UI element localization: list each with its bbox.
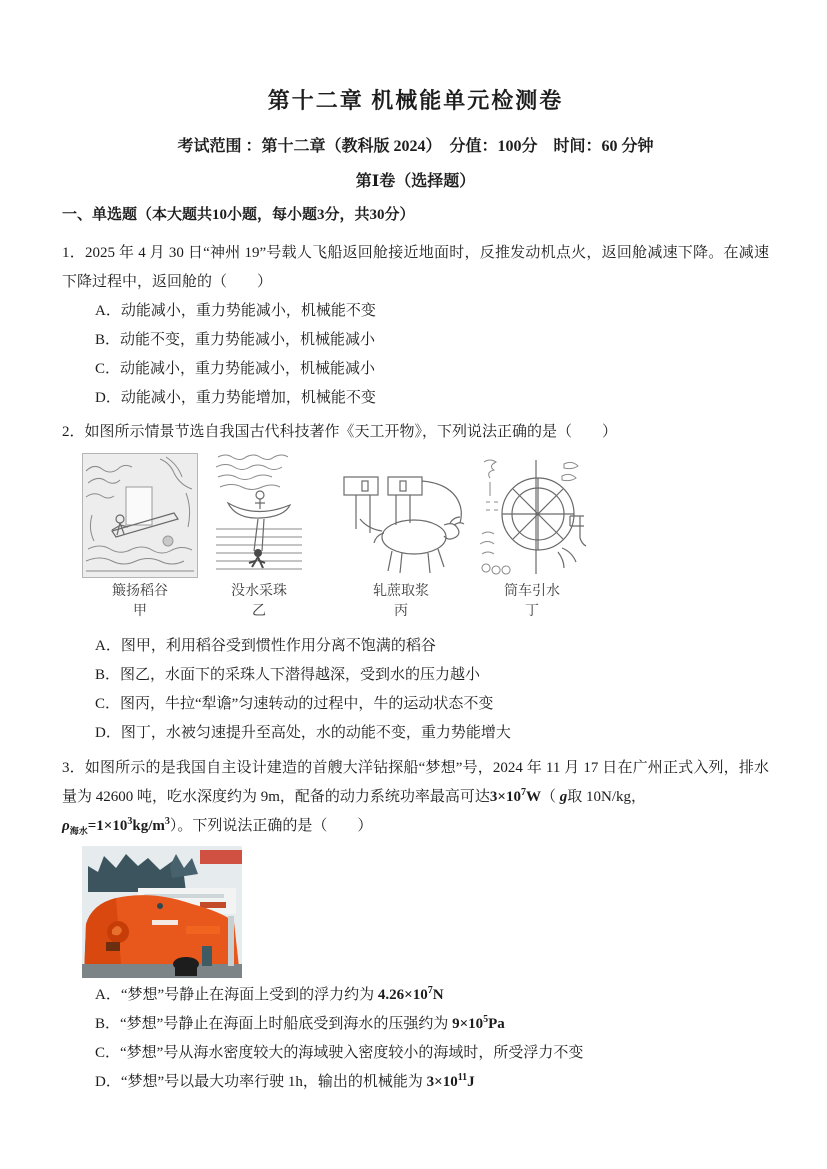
question-1: [62, 239, 769, 413]
exam-scope-line: 考试范围 ：第十二章（教科版 2024） 分值：100分 时间：60 分钟: [177, 138, 654, 155]
option-b: B．图乙，水面下的采珠人下潜得越深，受到水的压力越小: [95, 667, 481, 683]
option-value: 9×10: [452, 1016, 484, 1032]
waterwheel-woodcut-icon: [476, 456, 588, 578]
option-exponent: 11: [457, 1072, 468, 1083]
question-2-options: [62, 632, 769, 748]
question-3: [62, 754, 769, 1097]
winnowing-grain-woodcut-icon: [82, 453, 198, 578]
option-unit: Pa: [488, 1016, 505, 1032]
figure-yi: [214, 451, 304, 622]
stem-text: 3．如图所示的是我国自主设计建造的首艘大洋钻探船“梦想”号，2024 年 11 月 17 日在广州正式入列，排水量为 42600 吨，吃水深度约为 9m，配备的动力系统功率最高可达: [62, 760, 769, 805]
rho-exponent: 3: [127, 816, 133, 827]
option-exponent: 7: [427, 985, 433, 996]
figure-ding: [476, 456, 588, 622]
question-2-figures: [62, 451, 769, 622]
option-a: [62, 981, 769, 1010]
figure-label: 丙: [394, 604, 408, 619]
option-c: [62, 1039, 769, 1068]
option-a: A．图甲，利用稻谷受到惯性作用分离不饱满的稻谷: [95, 638, 436, 654]
figure-caption: 筒车引水: [504, 584, 560, 599]
option-d: [62, 1068, 769, 1097]
paren: （: [540, 789, 556, 805]
rho-unit: kg/m: [132, 818, 165, 834]
question-3-stem: [62, 754, 769, 812]
option-b: B．动能不变，重力势能减小，机械能减小: [95, 332, 376, 348]
pearl-diving-woodcut-icon: [214, 451, 304, 578]
rho-unit-exponent: 3: [164, 816, 170, 827]
figure-bing: [336, 463, 466, 622]
option-unit: J: [467, 1074, 475, 1090]
option-value: 3×10: [426, 1074, 458, 1090]
rho-subscript: 海水: [69, 826, 88, 836]
g-text: 取 10N/kg，: [567, 789, 647, 805]
figure-label: 乙: [252, 604, 266, 619]
power-exponent: 7: [520, 787, 526, 798]
option-exponent: 5: [483, 1014, 489, 1025]
option-c: C．动能减小，重力势能减小，机械能减小: [95, 361, 376, 377]
rho-symbol: ρ: [62, 818, 70, 834]
dream-drilling-ship-photo: [82, 846, 242, 978]
option-a: A．动能减小，重力势能减小，机械能不变: [95, 303, 376, 319]
figure-caption: 簸扬稻谷: [112, 584, 168, 599]
question-1-options: [62, 297, 769, 413]
option-unit: N: [432, 987, 444, 1003]
option-d: D．动能减小，重力势能增加，机械能不变: [95, 390, 376, 406]
option-text: A．“梦想”号静止在海面上受到的浮力约为: [95, 987, 378, 1003]
figure-caption: 没水采珠: [231, 584, 287, 599]
question-1-stem: 1．2025 年 4 月 30 日“神州 19”号载人飞船返回舱接近地面时，反推发动机点火，返回舱减速下降。在减速下降过程中，返回舱的（ ）: [62, 245, 769, 290]
option-value: 4.26×10: [377, 987, 428, 1003]
question-2-stem: 2．如图所示情景节选自我国古代科技著作《天工开物》，下列说法正确的是（ ）: [62, 424, 618, 440]
option-text: C．“梦想”号从海水密度较大的海域驶入密度较小的海域时，所受浮力不变: [95, 1045, 584, 1061]
option-text: D．“梦想”号以最大功率行驶 1h，输出的机械能为: [95, 1074, 427, 1090]
option-b: [62, 1010, 769, 1039]
ox-cane-press-woodcut-icon: [336, 463, 466, 578]
page-title: 第十二章 机械能单元检测卷: [267, 88, 564, 113]
stem-text-end: ）。下列说法正确的是（ ）: [169, 818, 373, 834]
power-unit: W: [525, 789, 541, 805]
g-symbol: g: [559, 789, 568, 805]
rho-equation: =1×10: [87, 818, 128, 834]
figure-label: 甲: [133, 604, 147, 619]
figure-label: 丁: [525, 604, 539, 619]
section-heading: 一、单选题（本大题共10小题，每小题3分，共30分）: [62, 207, 415, 223]
option-c: C．图丙，牛拉“犁谵”匀速转动的过程中，牛的运动状态不变: [95, 696, 494, 712]
power-value: 3×10: [489, 789, 521, 805]
figure-caption: 轧蔗取浆: [373, 584, 429, 599]
question-3-formula-line: [62, 812, 769, 841]
option-text: B．“梦想”号静止在海面上时船底受到海水的压强约为: [95, 1016, 453, 1032]
figure-jia: [82, 453, 198, 622]
question-3-options: [62, 981, 769, 1097]
volume-title: 第Ⅰ卷（选择题）: [355, 173, 476, 190]
option-d: D．图丁，水被匀速提升至高处，水的动能不变，重力势能增大: [95, 725, 511, 741]
question-2: [62, 418, 769, 748]
